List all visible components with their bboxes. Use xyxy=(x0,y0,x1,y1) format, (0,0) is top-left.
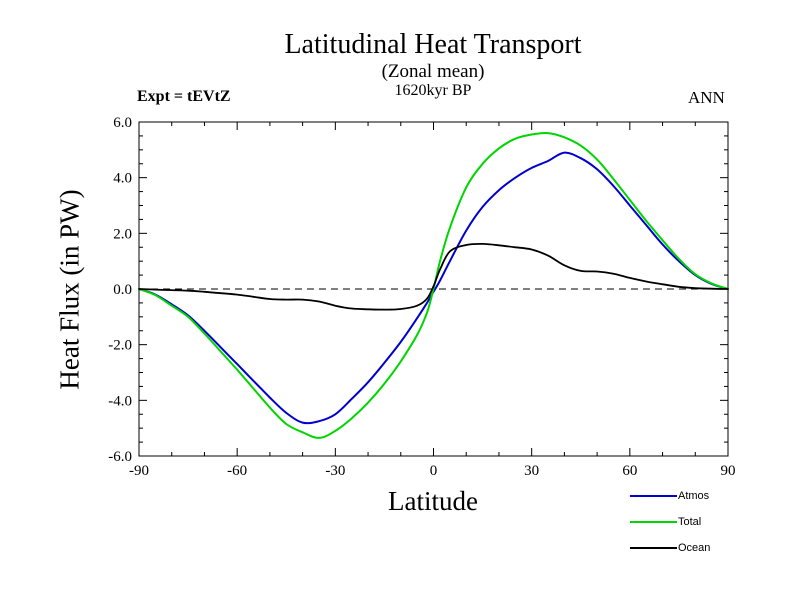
y-tick-label: -2.0 xyxy=(108,337,132,354)
y-tick-label: 6.0 xyxy=(113,115,132,131)
time-annotation: 1620kyr BP xyxy=(394,82,472,99)
experiment-annotation: Expt = tEVtZ xyxy=(137,88,231,105)
y-tick-label: 0.0 xyxy=(113,282,132,298)
y-tick-label: -4.0 xyxy=(108,393,132,410)
legend-item-total xyxy=(630,509,710,535)
legend xyxy=(630,483,710,561)
legend-item-atmos xyxy=(630,483,710,509)
y-tick-label: 4.0 xyxy=(113,170,132,187)
legend-label-ocean: Ocean xyxy=(678,542,711,554)
y-axis-title: Heat Flux (in PW) xyxy=(54,188,85,390)
chart-title: Latitudinal Heat Transport xyxy=(284,29,582,60)
legend-label-atmos: Atmos xyxy=(678,490,710,502)
atmos-line-swatch xyxy=(630,495,677,497)
x-tick-label: -60 xyxy=(227,463,248,479)
total-line-swatch xyxy=(630,521,677,523)
y-tick-label: 2.0 xyxy=(113,226,132,243)
x-tick-label: -90 xyxy=(129,463,149,479)
x-tick-label: -30 xyxy=(325,463,346,479)
series-curve-ocean xyxy=(139,244,728,310)
ocean-line-swatch xyxy=(630,547,677,549)
legend-item-ocean xyxy=(630,535,710,561)
y-tick-label: -6.0 xyxy=(108,449,132,465)
chart-subtitle: (Zonal mean) xyxy=(381,61,485,82)
x-tick-label: 30 xyxy=(524,463,540,479)
x-tick-label: 90 xyxy=(720,463,736,479)
legend-label-total: Total xyxy=(678,516,702,528)
x-tick-label: 60 xyxy=(622,463,638,479)
season-annotation: ANN xyxy=(688,88,725,107)
x-tick-label: 0 xyxy=(429,463,438,479)
x-axis-title: Latitude xyxy=(388,486,478,516)
